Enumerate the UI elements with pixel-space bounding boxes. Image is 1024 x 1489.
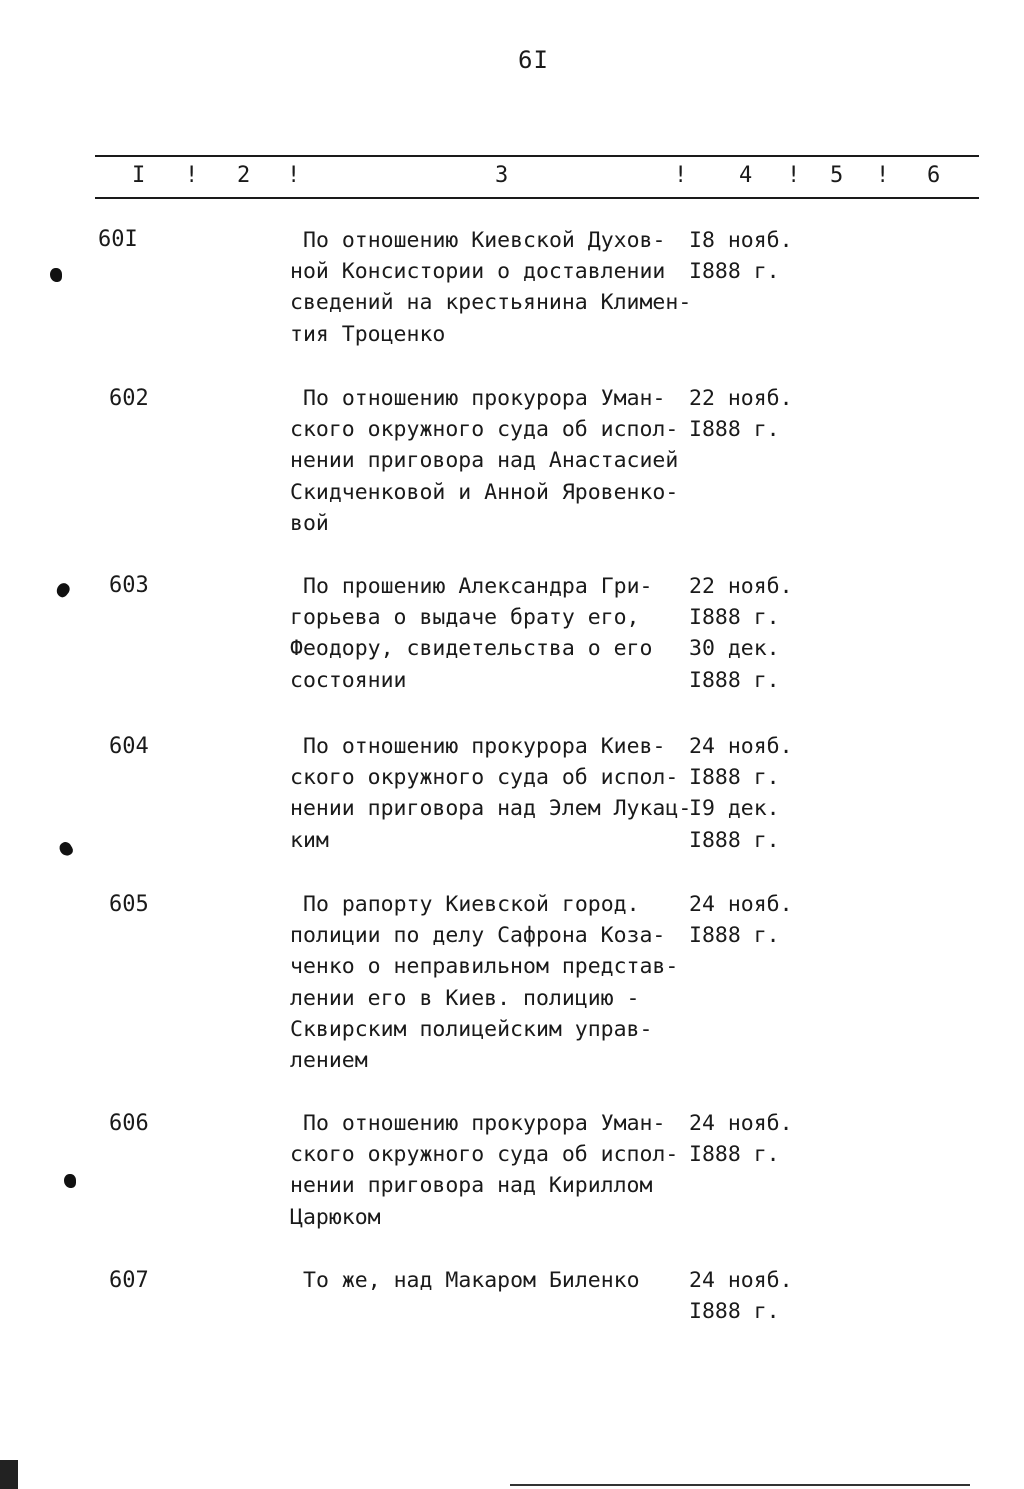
date-line: I888 г. — [689, 1299, 780, 1325]
description-line: По отношению прокурора Уман- — [303, 386, 666, 411]
description-line: нении приговора над Кириллом — [290, 1173, 653, 1199]
scan-edge-line — [510, 1484, 970, 1486]
description-line: полиции по делу Сафрона Коза- — [290, 923, 666, 949]
description-line: тия Троценко — [290, 321, 446, 347]
entry-number: 602 — [109, 386, 149, 411]
date-line: I888 г. — [689, 417, 780, 443]
description-line: сведений на крестьянина Климен- — [290, 290, 692, 316]
entry-number: 605 — [109, 892, 149, 917]
header-col-5: 5 — [830, 163, 844, 188]
entry-description — [290, 1108, 678, 1233]
description-line: Феодору, свидетельства о его — [290, 636, 653, 662]
entry-date — [689, 1265, 793, 1327]
entry-date — [689, 731, 793, 856]
punch-mark — [64, 1174, 76, 1188]
date-line: 24 нояб. — [689, 1268, 793, 1293]
header-col-3: 3 — [495, 163, 509, 188]
header-sep: ! — [876, 163, 890, 188]
description-line: По рапорту Киевской город. — [303, 892, 640, 917]
date-line: I9 дек. — [689, 796, 780, 822]
description-line: Скидченковой и Анной Яровенко- — [290, 479, 679, 505]
description-line: нении приговора над Элем Лукац- — [290, 796, 692, 822]
entry-description — [290, 225, 691, 350]
entry-number: 607 — [109, 1268, 149, 1293]
date-line: 24 нояб. — [689, 1111, 793, 1136]
scan-edge — [0, 1460, 18, 1489]
description-line: ского окружного суда об испол- — [290, 417, 679, 443]
entry-number: 60I — [98, 227, 138, 252]
date-line: 24 нояб. — [689, 734, 793, 759]
punch-mark — [54, 581, 72, 599]
description-line: По отношению Киевской Духов- — [303, 228, 666, 253]
entry-number: 604 — [109, 734, 149, 759]
description-line: состоянии — [290, 667, 407, 693]
date-line: 24 нояб. — [689, 892, 793, 917]
description-line: По прошению Александра Гри- — [303, 574, 653, 599]
entry-date — [689, 383, 793, 445]
entry-description — [290, 571, 653, 696]
description-line: ского окружного суда об испол- — [290, 1142, 679, 1168]
entry-date — [689, 1108, 793, 1170]
date-line: I888 г. — [689, 1142, 780, 1168]
header-sep: ! — [674, 163, 688, 188]
description-line: лением — [290, 1047, 368, 1073]
description-line: ной Консистории о доставлении — [290, 259, 666, 285]
description-line: По отношению прокурора Киев- — [303, 734, 666, 759]
header-sep: ! — [787, 163, 801, 188]
entry-date — [689, 571, 793, 696]
page-number: 6I — [518, 46, 549, 74]
entry-number: 603 — [109, 573, 149, 598]
description-line: нении приговора над Анастасией — [290, 448, 679, 474]
header-sep: ! — [287, 163, 301, 188]
punch-mark — [50, 268, 62, 282]
header-col-6: 6 — [927, 163, 941, 188]
entry-description — [290, 383, 678, 539]
entry-description — [290, 889, 678, 1076]
date-line: 22 нояб. — [689, 574, 793, 599]
date-line: I888 г. — [689, 667, 780, 693]
table-header-rule — [95, 197, 979, 199]
description-line: ченко о неправильном представ- — [290, 954, 679, 980]
date-line: I8 нояб. — [689, 228, 793, 253]
description-line: ким — [290, 827, 329, 853]
entry-date — [689, 889, 793, 951]
entry-description — [290, 1265, 640, 1296]
description-line: Царюком — [290, 1204, 381, 1230]
description-line: То же, над Макаром Биленко — [303, 1268, 640, 1293]
date-line: 22 нояб. — [689, 386, 793, 411]
header-col-1: I — [132, 163, 146, 188]
entry-number: 606 — [109, 1111, 149, 1136]
entry-date — [689, 225, 793, 287]
table-top-rule — [95, 155, 979, 157]
description-line: Сквирским полицейским управ- — [290, 1016, 653, 1042]
date-line: I888 г. — [689, 605, 780, 631]
punch-mark — [57, 840, 74, 858]
description-line: лении его в Киев. полицию - — [290, 985, 640, 1011]
description-line: ского окружного суда об испол- — [290, 765, 679, 791]
date-line: I888 г. — [689, 259, 780, 285]
header-col-2: 2 — [237, 163, 251, 188]
description-line: По отношению прокурора Уман- — [303, 1111, 666, 1136]
date-line: 30 дек. — [689, 636, 780, 662]
entry-description — [290, 731, 691, 856]
date-line: I888 г. — [689, 765, 780, 791]
header-sep: ! — [185, 163, 199, 188]
date-line: I888 г. — [689, 923, 780, 949]
description-line: горьева о выдаче брату его, — [290, 605, 640, 631]
description-line: вой — [290, 510, 329, 536]
header-col-4: 4 — [739, 163, 753, 188]
date-line: I888 г. — [689, 827, 780, 853]
